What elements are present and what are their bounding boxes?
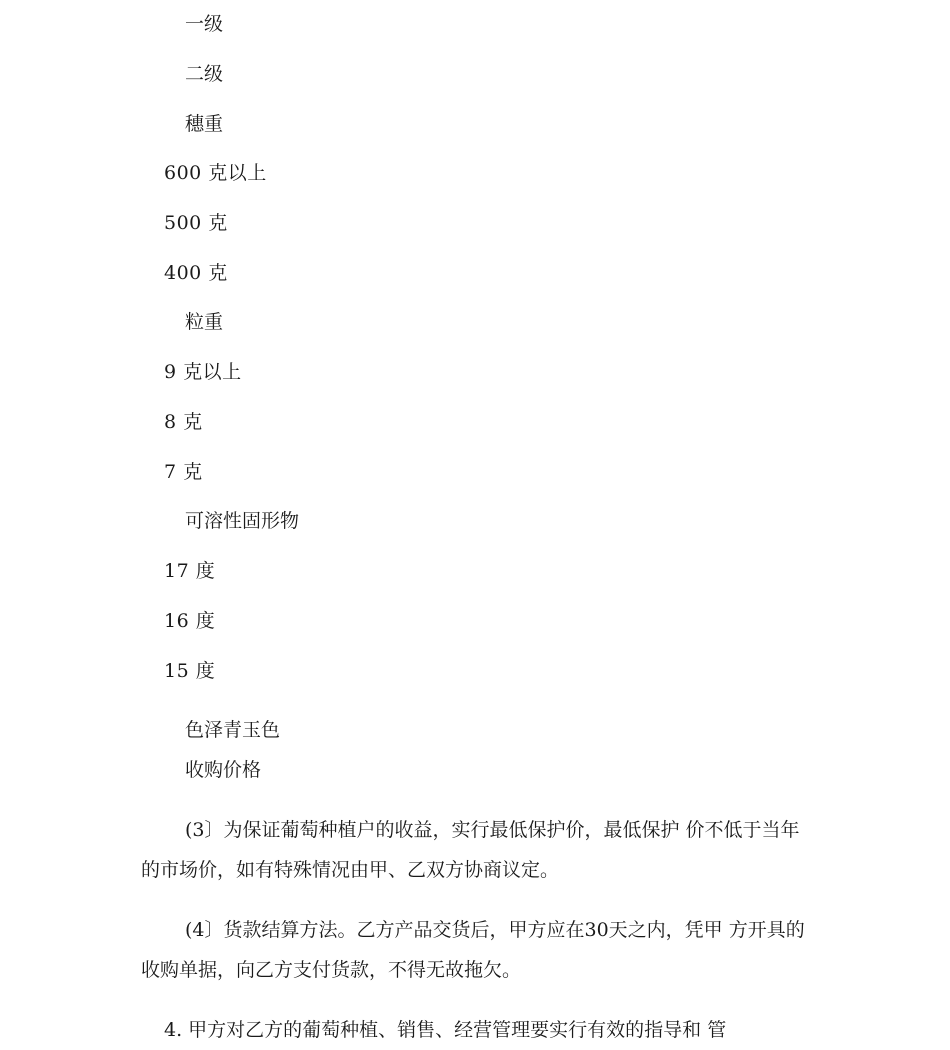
berry-weight-label: 粒重 xyxy=(185,311,224,333)
paragraph-item-4: 4. 甲方对乙方的葡萄种植、销售、经营管理要实行有效的指导和 管 xyxy=(164,1019,727,1041)
paragraph-minimum-price: (3〕为保证葡萄种植户的收益，实行最低保护价，最低保护 价不低于当年的市场价，如有特殊情况由甲、乙双方协商议定。 xyxy=(141,819,800,881)
grade-2-label: 二级 xyxy=(185,63,224,85)
spike-weight-value-3: 400 克 xyxy=(164,262,228,284)
berry-weight-value-2: 8 克 xyxy=(164,411,203,433)
berry-weight-value-1: 9 克以上 xyxy=(164,361,242,383)
grade-1-label: 一级 xyxy=(185,13,224,35)
soluble-solids-label: 可溶性固形物 xyxy=(185,510,300,532)
berry-weight-value-3: 7 克 xyxy=(164,461,203,483)
soluble-solids-value-1: 17 度 xyxy=(164,560,216,582)
paragraph-payment-method: (4〕货款结算方法。乙方产品交货后，甲方应在30天之内，凭甲 方开具的收购单据，向乙方支付货款，不得无故拖欠。 xyxy=(141,919,805,981)
spike-weight-value-2: 500 克 xyxy=(164,212,228,234)
color-label: 色泽青玉色 xyxy=(185,719,281,741)
spike-weight-value-1: 600 克以上 xyxy=(164,162,267,184)
soluble-solids-value-3: 15 度 xyxy=(164,660,216,682)
purchase-price-label: 收购价格 xyxy=(185,759,262,781)
soluble-solids-value-2: 16 度 xyxy=(164,610,216,632)
spike-weight-label: 穗重 xyxy=(185,113,224,135)
